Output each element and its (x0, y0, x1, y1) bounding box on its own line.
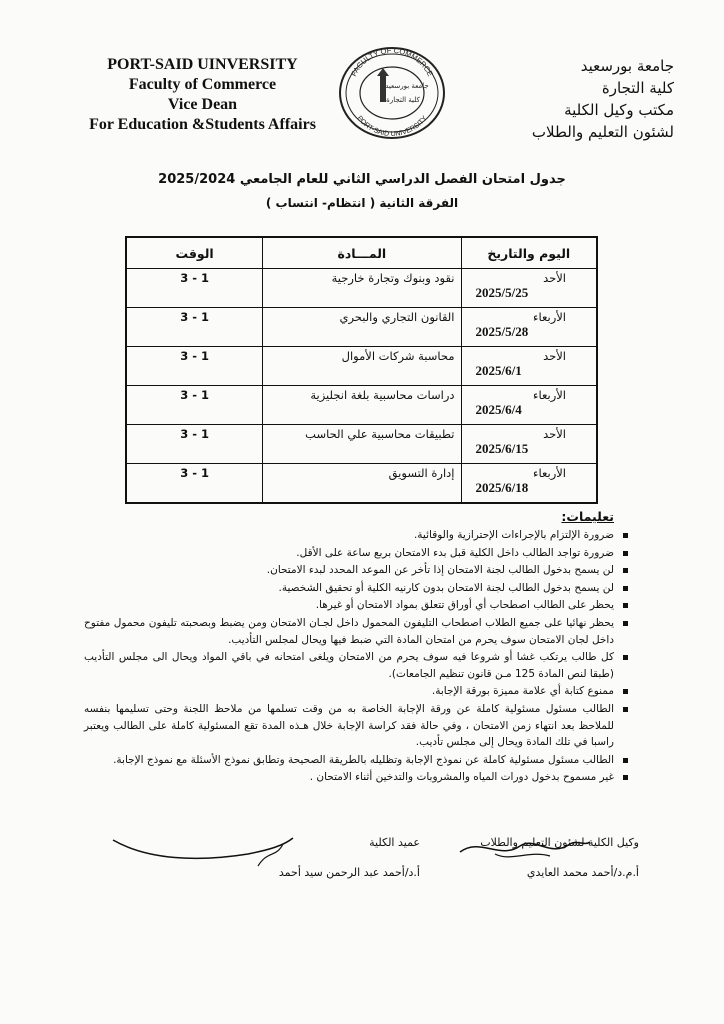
header-ar-line-1: جامعة بورسعيد (580, 57, 674, 75)
day-name: الأحد (543, 349, 566, 363)
table-row (126, 269, 597, 308)
faculty-seal-logo (337, 46, 447, 140)
instructions-list (84, 527, 630, 787)
exam-date: 2025/5/25 (475, 285, 529, 300)
table-row (126, 464, 597, 504)
vice-dean-name: أ.م.د/أحمد محمد العايدي (526, 866, 639, 879)
instruction-item: الطالب مسئول مسئولية كاملة عن ورقة الإجابة الخاصة به من وقت تسلمها من ملاحظ اللجنة وحتى تسليمها بنفسه للملاحظ بعد انتهاء زمن الامتحان ، وفي حالة فقد كراسة الإجابة خلال هـذه المدة تقع المسئولية كاملة على الطالب ويعتبر راسبا في تلك المادة ويحال إلى مجلس تأديب. (84, 701, 630, 751)
cell-time: 1 - 3 (126, 347, 263, 386)
cell-day-date (461, 269, 597, 308)
cell-time: 1 - 3 (126, 464, 263, 504)
cell-time: 1 - 3 (126, 308, 263, 347)
table-row (126, 347, 597, 386)
dean-signature-scribble (108, 830, 298, 870)
table-header-row (126, 237, 597, 269)
header-day-date: اليوم والتاريخ (461, 237, 597, 269)
instruction-item: ضرورة تواجد الطالب داخل الكلية قبل بدء الامتحان بربع ساعة على الأقل. (84, 545, 630, 562)
svg-text:جامعة بورسعيد: جامعة بورسعيد (385, 82, 429, 90)
dean-title: عميد الكلية (369, 836, 420, 849)
vice-dean-signature-scribble (455, 832, 595, 866)
instruction-item: يحظر نهائيا على جميع الطلاب اصطحاب التليفون المحمول داخل لجـان الامتحان ومن يضبط وبصحبته تليفون محمول مفتوح داخل لجان الامتحان سوف يحرم من امتحان المادة التي ضبط فيها ويحال لمجلس التأديب. (84, 615, 630, 648)
cell-day-date (461, 386, 597, 425)
cell-day-date (461, 425, 597, 464)
cell-day-date (461, 347, 597, 386)
dean-name: أ.د/أحمد عبد الرحمن سيد أحمد (278, 866, 420, 879)
day-name: الأحد (543, 271, 566, 285)
exam-date: 2025/5/28 (475, 324, 529, 339)
svg-text:كلية التجارة: كلية التجارة (386, 96, 420, 104)
cell-time: 1 - 3 (126, 269, 263, 308)
instruction-item: كل طالب يرتكب غشا أو شروعا فيه سوف يحرم من الامتحان ويلغى امتحانه في باقي المواد ويحال الى مجلس التأديب (طبقا لنص المادة 125 مـن قانون تنظيم الجامعات). (84, 649, 630, 682)
cell-time: 1 - 3 (126, 425, 263, 464)
cell-time: 1 - 3 (126, 386, 263, 425)
exam-date: 2025/6/4 (475, 402, 522, 417)
vice-dean-title: وكيل الكلية لشئون التعليم والطلاب (480, 836, 639, 849)
header-en-line-1: PORT-SAID UINVERSITY (107, 56, 298, 73)
instruction-item: يحظر على الطالب اصطحاب أي أوراق تتعلق بمواد الامتحان أو غيرها. (84, 597, 630, 614)
table-row (126, 386, 597, 425)
instruction-item: لن يسمح بدخول الطالب لجنة الامتحان بدون كارنيه الكلية أو تحقيق الشخصية. (84, 580, 630, 597)
cell-subject: محاسبة شركات الأموال (263, 347, 461, 386)
header-en-line-2: Faculty of Commerce (128, 76, 277, 93)
schedule-titles (120, 170, 604, 216)
svg-text:FACULTY OF COMMERCE: FACULTY OF COMMERCE (349, 46, 435, 78)
exam-date: 2025/6/1 (475, 363, 522, 378)
exam-schedule-table (125, 236, 598, 504)
table-row (126, 308, 597, 347)
instruction-item: غير مسموح بدخول دورات المياه والمشروبات والتدخين أثناء الامتحان . (84, 769, 630, 786)
instruction-item: لن يسمح بدخول الطالب لجنة الامتحان إذا تأخر عن الموعد المحدد لبدء الامتحان. (84, 562, 630, 579)
header-english (60, 55, 345, 135)
header-subject: المـــادة (263, 237, 461, 269)
instruction-item: ضرورة الإلتزام بالإجراءات الإحترازية والوقائية. (84, 527, 630, 544)
day-name: الأربعاء (533, 466, 566, 480)
header-ar-line-2: كلية التجارة (601, 79, 674, 97)
schedule-title: جدول امتحان الفصل الدراسي الثاني للعام الجامعي 2025/2024 (158, 172, 566, 187)
header-ar-line-3: مكتب وكيل الكلية (564, 101, 674, 119)
header-ar-line-4: لشئون التعليم والطلاب (531, 123, 674, 141)
schedule-subtitle: الفرقة الثانية ( انتظام- انتساب ) (265, 196, 459, 210)
exam-date: 2025/6/15 (475, 441, 529, 456)
cell-day-date (461, 464, 597, 504)
header-en-line-3: Vice Dean (167, 96, 238, 113)
instruction-item: ممنوع كتابة أي علامة مميزة بورقة الإجابة. (84, 683, 630, 700)
day-name: الأربعاء (533, 388, 566, 402)
cell-subject: إدارة التسويق (263, 464, 461, 504)
day-name: الأحد (543, 427, 566, 441)
exam-date: 2025/6/18 (475, 480, 529, 495)
header-en-line-4: For Education &Students Affairs (89, 116, 316, 133)
cell-subject: دراسات محاسبية بلغة انجليزية (263, 386, 461, 425)
svg-text:PORT-SAID UNIVERSITY: PORT-SAID UNIVERSITY (355, 114, 429, 139)
table-row (126, 425, 597, 464)
cell-subject: القانون التجاري والبحري (263, 308, 461, 347)
cell-day-date (461, 308, 597, 347)
header-arabic (454, 55, 674, 143)
instructions-title: تعليمات: (561, 509, 614, 524)
header-time: الوقت (126, 237, 263, 269)
day-name: الأربعاء (533, 310, 566, 324)
instruction-item: الطالب مسئول مسئولية كاملة عن نموذج الإجابة وتظليله بالطريقة الصحيحة وتطابق نموذج الأسئلة مع نموذج الإجابة. (84, 752, 630, 769)
cell-subject: تطبيقات محاسبية علي الحاسب (263, 425, 461, 464)
cell-subject: نقود وبنوك وتجارة خارجية (263, 269, 461, 308)
